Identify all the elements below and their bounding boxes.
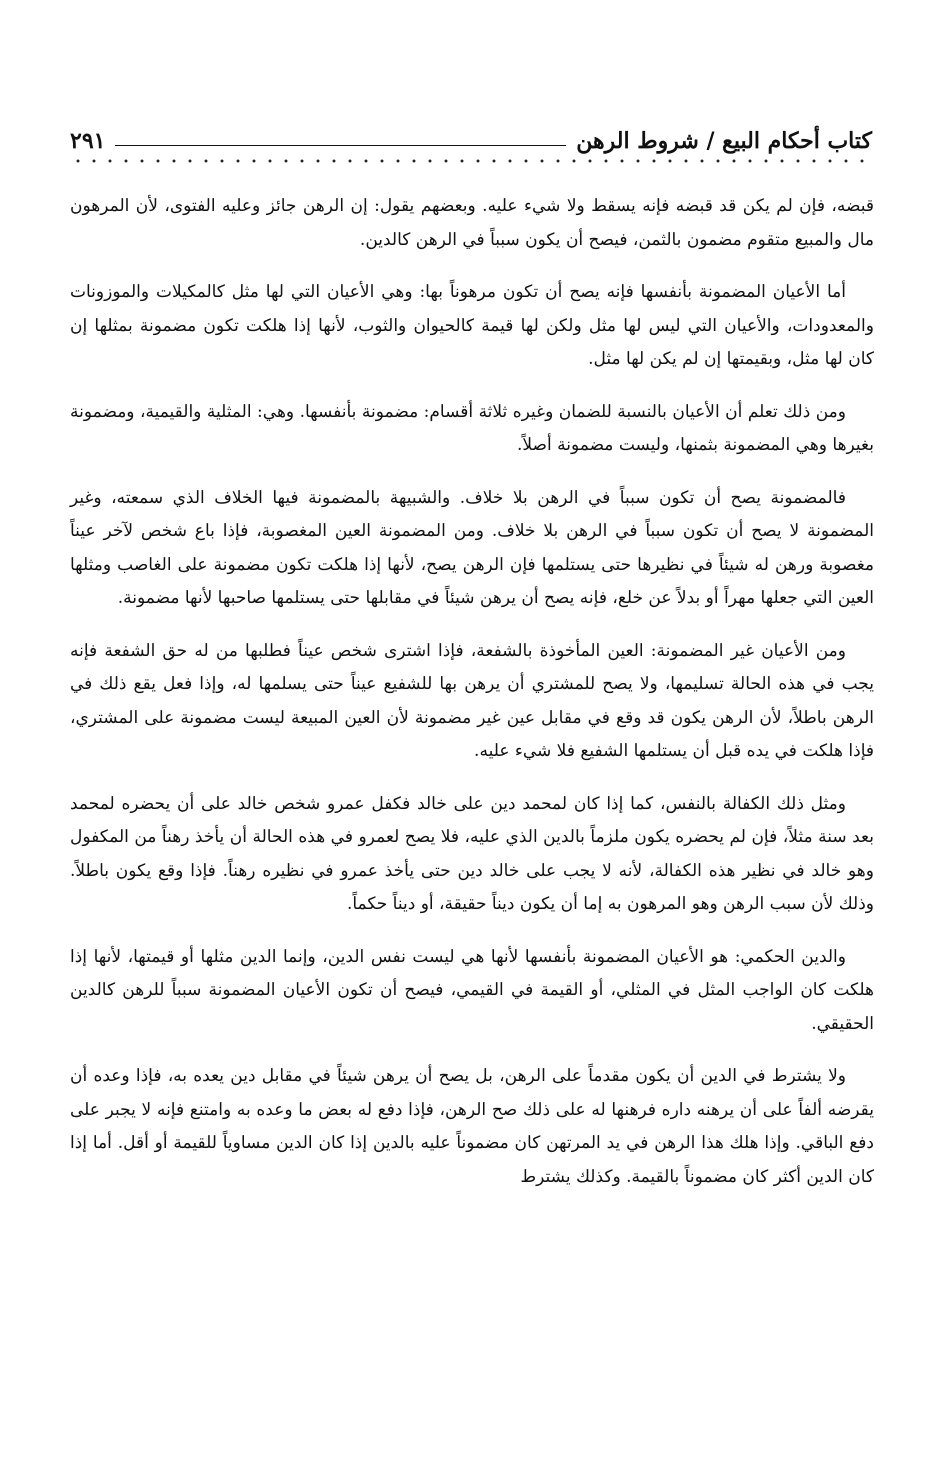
paragraph: أما الأعيان المضمونة بأنفسها فإنه يصح أن تكون مرهوناً بها: وهي الأعيان التي لها مثل كالمكيلات والموزونات والمعدودات، والأعيان التي ليس لها مثل ولكن لها قيمة كالحيوان والثوب، لأنها إذا هلكت تكون مضمونة بمثلها إن كان لها مثل، وبقيمتها إن لم يكن لها مثل. [70,282,874,369]
paragraph: ومن الأعيان غير المضمونة: العين المأخوذة بالشفعة، فإذا اشترى شخص عيناً فطلبها من له حق الشفعة فإنه يجب في هذه الحالة تسليمها، ولا يصح للمشتري أن يرهن بها للشفيع عيناً حتى يسلمها له، وإذا فعل يقع ذلك في الرهن باطلاً، لأن الرهن يكون قد وقع في مقابل عين غير مضمونة لأن العين المبيعة ليست مضمونة على المشتري، فإذا هلكت في يده قبل أن يستلمها الشفيع فلا شيء عليه. [70,640,875,761]
paragraph: ولا يشترط في الدين أن يكون مقدماً على الرهن، بل يصح أن يرهن شيئاً في مقابل دين يعده به، فإذا وعده أن يقرضه ألفاً على أن يرهنه داره فرهنها له على ذلك صح الرهن، فإذا دفع له بعض ما وعده به وامتنع فإنه لا يجبر على دفع الباقي. وإذا هلك هذا الرهن في يد المرتهن كان مضموناً عليه بالدين إذا كان الدين مساوياً للقيمة أو أقل. أما إذا كان الدين أكثر كان مضموناً بالقيمة. وكذلك يشترط [70,1066,874,1187]
page-number: ٢٩١ [70,128,106,154]
paragraph: والدين الحكمي: هو الأعيان المضمونة بأنفسها لأنها هي ليست نفس الدين، وإنما الدين مثلها أو قيمتها، لأنها إذا هلكت كان الواجب المثل في المثلي، أو القيمة في القيمي، فيصح أن تكون الأعيان المضمونة سبباً للرهن كالدين الحقيقي. [70,946,874,1034]
paragraph: قبضه، فإن لم يكن قد قبضه فإنه يسقط ولا شيء عليه. وبعضهم يقول: إن الرهن جائز وعليه الفتوى، لأن المرهون مال والمبيع متقوم مضمون بالثمن، فيصح أن يكون سبباً في الرهن كالدين. [70,196,874,250]
dotted-separator [70,158,872,164]
body-text [70,190,874,1213]
running-header [70,112,872,152]
paragraph: ومن ذلك تعلم أن الأعيان بالنسبة للضمان وغيره ثلاثة أقسام: مضمونة بأنفسها. وهي: المثلية والقيمية، ومضمونة بغيرها وهي المضمونة بثمنها، وليست مضمونة أصلاً. [70,401,874,455]
header-rule [115,145,566,146]
running-title: كتاب أحكام البيع / شروط الرهن [576,128,872,154]
paragraph: فالمضمونة يصح أن تكون سبباً في الرهن بلا خلاف. والشبيهة بالمضمونة فيها الخلاف الذي سمعته، وغير المضمونة لا يصح أن تكون سبباً في الرهن بلا خلاف. ومن المضمونة العين المغصوبة، فإذا باع شخص لآخر عيناً مغصوبة ورهن له شيئاً في نظيرها حتى يستلمها فإن الرهن يصح، لأنها إذا هلكت تكون مضمونة على الغاصب ومثلها العين التي جعلها مهراً أو بدلاً عن خلع، فإنه يصح أن يرهن شيئاً في مقابلها حتى يستلمها صاحبها لأنها مضمونة. [70,487,875,608]
paragraph: ومثل ذلك الكفالة بالنفس، كما إذا كان لمحمد دين على خالد فكفل عمرو شخص خالد على أن يحضره لمحمد بعد سنة مثلاً، فإن لم يحضره يكون ملزماً بالدين الذي عليه، فلا يصح لعمرو في هذه الحالة أن يأخذ رهناً من المكفول وهو خالد في نظير هذه الكفالة، لأنه لا يجب على خالد دين حتى يأخذ عمرو في نظيره رهناً. فإذا وقع يكون باطلاً. وذلك لأن سبب الرهن وهو المرهون به إما أن يكون ديناً حقيقة، أو ديناً حكماً. [70,793,874,914]
